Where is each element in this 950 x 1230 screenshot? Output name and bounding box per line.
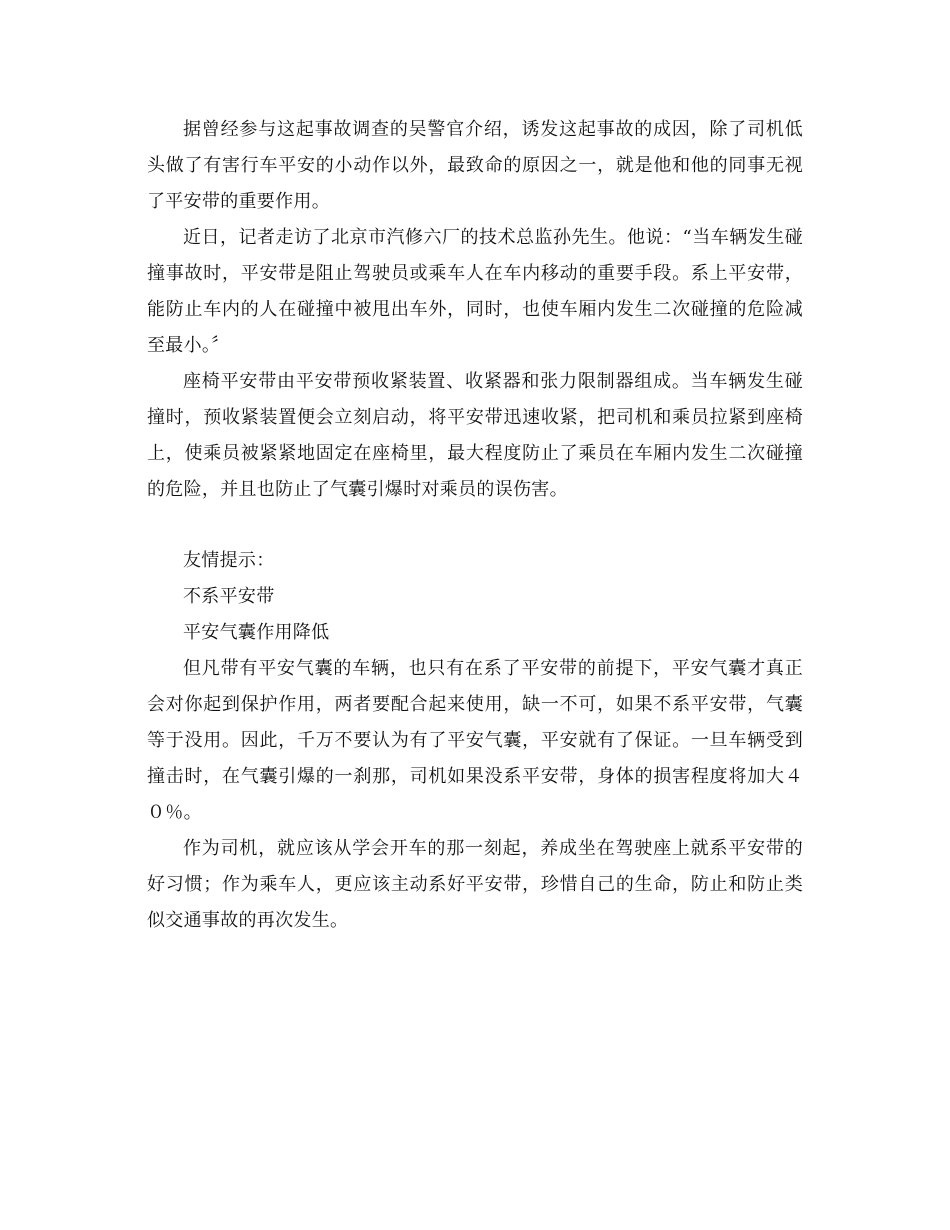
paragraph-investigation: 据曾经参与这起事故调查的吴警官介绍，诱发这起事故的成因，除了司机低头做了有害行车平安的小动作以外，最致命的原因之一，就是他和他的同事无视了平安带的重要作用。	[147, 119, 803, 212]
document-body	[147, 112, 803, 939]
paragraph-seatbelt-components: 座椅平安带由平安带预收紧装置、收紧器和张力限制器组成。当车辆发生碰撞时，预收紧装置便会立刻启动，将平安带迅速收紧，把司机和乘员拉紧到座椅上，使乘员被紧紧地固定在座椅里，最大程度防止了乘员在车厢内发生二次碰撞的危险，并且也防止了气囊引爆时对乘员的误伤害。	[147, 371, 803, 500]
tip-heading: 友情提示：	[183, 550, 275, 571]
tip-line-airbag-reduced: 平安气囊作用降低	[183, 622, 330, 643]
paragraph-airbag: 但凡带有平安气囊的车辆，也只有在系了平安带的前提下，平安气囊才真正会对你起到保护作用，两者要配合起来使用，缺一不可，如果不系平安带，气囊等于没用。因此，千万不要认为有了平安气囊，平安就有了保证。一旦车辆受到撞击时，在气囊引爆的一刹那，司机如果没系平安带，身体的损害程度将加大４０％。	[147, 658, 803, 823]
paragraph-conclusion: 作为司机，就应该从学会开车的那一刻起，养成坐在驾驶座上就系平安带的好习惯；作为乘车人，更应该主动系好平安带，珍惜自己的生命，防止和防止类似交通事故的再次发生。	[147, 838, 803, 931]
tip-line-no-seatbelt: 不系平安带	[183, 586, 275, 607]
section-gap	[147, 508, 803, 543]
paragraph-interview: 近日，记者走访了北京市汽修六厂的技术总监孙先生。他说：“当车辆发生碰撞事故时，平安带是阻止驾驶员或乘车人在车内移动的重要手段。系上平安带，能防止车内的人在碰撞中被甩出车外，同时，也使车厢内发生二次碰撞的危险减至最小。〞	[147, 227, 803, 356]
